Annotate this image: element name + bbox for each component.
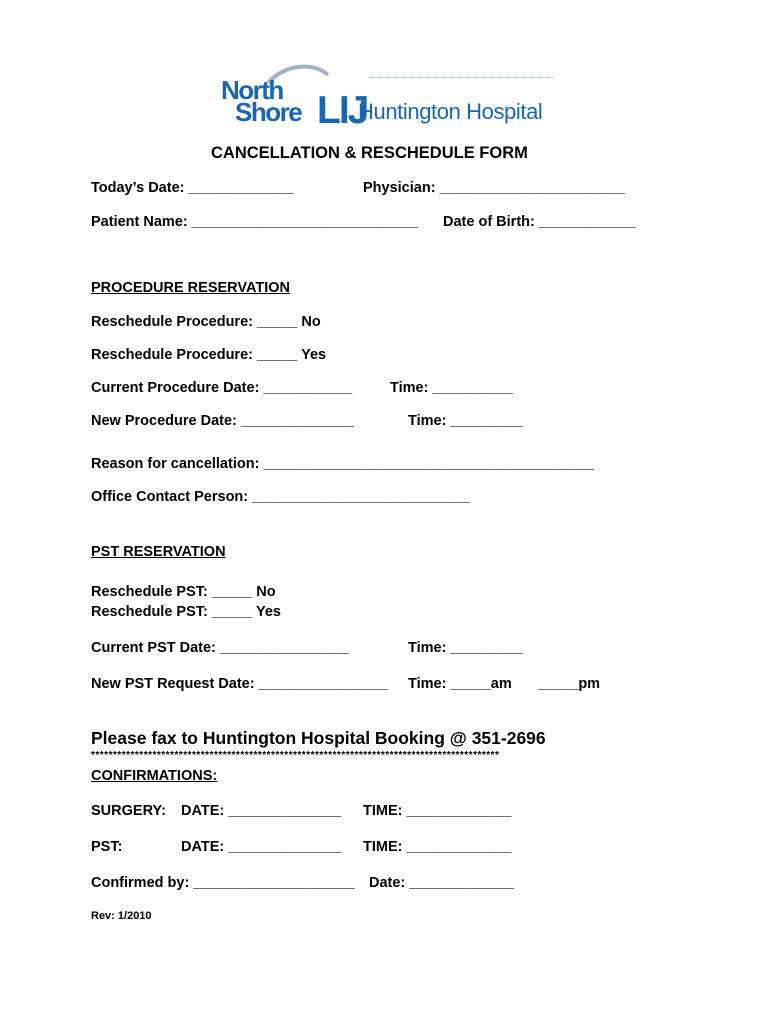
logo-hospital-name: Huntington Hospital [358, 99, 543, 124]
new-pst-request-time-pm-field[interactable]: _____pm [538, 676, 601, 692]
new-pst-request-time-am-field[interactable]: Time: _____am [408, 676, 512, 692]
new-procedure-date-field[interactable]: New Procedure Date: ______________ [91, 413, 354, 429]
pst-reservation-heading: PST RESERVATION [91, 544, 226, 560]
asterisk-separator: ********************************************************************************************* [91, 750, 500, 761]
physician-field[interactable]: Physician: _______________________ [363, 180, 626, 196]
reason-for-cancellation-field[interactable]: Reason for cancellation: _________________________________________ [91, 456, 595, 472]
new-pst-request-date-field[interactable]: New PST Request Date: ________________ [91, 676, 388, 692]
current-procedure-time-field[interactable]: Time: __________ [390, 380, 514, 396]
reschedule-procedure-no-field[interactable]: Reschedule Procedure: _____ No [91, 314, 321, 330]
logo-lij-text: LIJ [317, 89, 368, 132]
fax-instruction: Please fax to Huntington Hospital Booking @ 351-2696 [91, 728, 546, 748]
pst-date-field[interactable]: DATE: ______________ [181, 839, 342, 855]
surgery-date-field[interactable]: DATE: ______________ [181, 803, 342, 819]
pst-time-field[interactable]: TIME: _____________ [363, 839, 512, 855]
patient-name-field[interactable]: Patient Name: ____________________________ [91, 214, 418, 230]
date-of-birth-field[interactable]: Date of Birth: ____________ [443, 214, 636, 230]
confirmed-date-field[interactable]: Date: _____________ [369, 875, 515, 891]
logo-dotted-rule [368, 77, 553, 78]
confirmed-by-field[interactable]: Confirmed by: ____________________ [91, 875, 355, 891]
surgery-label: SURGERY: [91, 803, 166, 819]
reschedule-procedure-yes-field[interactable]: Reschedule Procedure: _____ Yes [91, 347, 327, 363]
office-contact-person-field[interactable]: Office Contact Person: ___________________________ [91, 489, 470, 505]
new-procedure-time-field[interactable]: Time: _________ [408, 413, 524, 429]
form-title: CANCELLATION & RESCHEDULE FORM [211, 144, 528, 162]
current-procedure-date-field[interactable]: Current Procedure Date: ___________ [91, 380, 353, 396]
current-pst-date-field[interactable]: Current PST Date: ________________ [91, 640, 349, 656]
pst-label: PST: [91, 839, 123, 855]
reschedule-pst-yes-field[interactable]: Reschedule PST: _____ Yes [91, 604, 281, 620]
procedure-reservation-heading: PROCEDURE RESERVATION [91, 280, 290, 296]
revision-note: Rev: 1/2010 [91, 910, 152, 922]
surgery-time-field[interactable]: TIME: _____________ [363, 803, 512, 819]
todays-date-field[interactable]: Today’s Date: _____________ [91, 180, 294, 196]
current-pst-time-field[interactable]: Time: _________ [408, 640, 524, 656]
confirmations-heading: CONFIRMATIONS: [91, 768, 218, 784]
logo-north-text: North [221, 75, 283, 105]
hospital-logo [218, 63, 558, 133]
reschedule-pst-no-field[interactable]: Reschedule PST: _____ No [91, 584, 276, 600]
logo-shore-text: Shore [235, 97, 302, 127]
